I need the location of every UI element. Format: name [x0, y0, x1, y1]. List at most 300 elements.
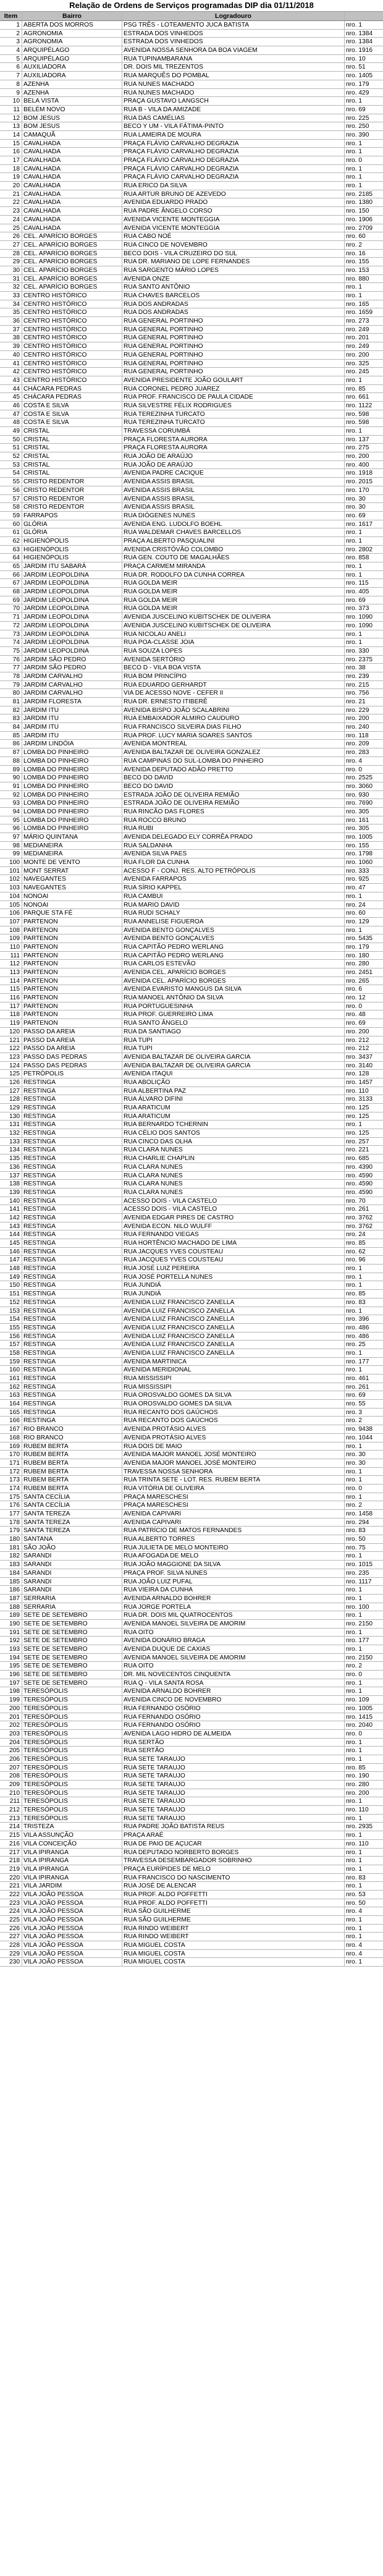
row-item: 30 [0, 266, 22, 274]
table-row [0, 1129, 383, 1138]
row-bairro: CEL. APARÍCIO BORGES [22, 275, 122, 283]
row-item: 41 [0, 360, 22, 368]
row-numero: nro. 3762 [346, 1222, 373, 1230]
row-logradouro: RUA FERNANDO OSÓRIO [122, 1705, 345, 1713]
table-row [0, 1772, 383, 1781]
row-numero: nro. 280 [346, 1781, 369, 1788]
row-numero: nro. 200 [346, 1789, 369, 1797]
row-logradouro: RUA RINCÃO DAS FLORES [122, 808, 345, 816]
row-logradouro: AVENIDA BALTAZAR DE OLIVEIRA GARCIA [122, 1062, 345, 1070]
row-logradouro: PRAÇA ALBERTO PASQUALINI [122, 537, 345, 545]
row-item: 52 [0, 452, 22, 460]
row-numero: nro. 1090 [346, 622, 373, 629]
table-row [0, 1036, 383, 1045]
row-bairro: RESTINGA [22, 1341, 122, 1349]
row-item: 168 [0, 1434, 22, 1442]
row-bairro: SARANDI [22, 1561, 122, 1569]
row-item: 147 [0, 1256, 22, 1264]
table-row [0, 503, 383, 512]
row-bairro: JARDIM LEOPOLDINA [22, 604, 122, 612]
row-item: 215 [0, 1831, 22, 1839]
row-logradouro: AVENIDA ASSIS BRASIL [122, 478, 345, 486]
row-item: 149 [0, 1273, 22, 1281]
row-numero: nro. 486 [346, 1332, 369, 1340]
row-logradouro: RUA DOS ANDRADAS [122, 300, 345, 308]
row-item: 194 [0, 1654, 22, 1662]
row-numero: nro. 0 [346, 1002, 363, 1010]
row-numero: nro. 0 [346, 1485, 363, 1492]
row-bairro: CHÁCARA PEDRAS [22, 393, 122, 401]
row-bairro: RUBEM BERTA [22, 1443, 122, 1451]
row-bairro: RUBEM BERTA [22, 1468, 122, 1476]
row-item: 2 [0, 30, 22, 38]
table-row [0, 757, 383, 766]
row-logradouro: RUA PADRE ÂNGELO CORSO [122, 207, 345, 215]
row-item: 33 [0, 292, 22, 300]
row-bairro: TERESÓPOLIS [22, 1705, 122, 1713]
row-logradouro: RUA ABOLIÇÃO [122, 1078, 345, 1087]
row-logradouro: PRAÇA EURÍPIDES DE MELO [122, 1865, 345, 1873]
table-row [0, 1163, 383, 1172]
row-numero: nro. 925 [346, 876, 369, 883]
row-bairro: LOMBA DO PINHEIRO [22, 816, 122, 824]
row-bairro: PARTENON [22, 985, 122, 993]
table-row [0, 740, 383, 748]
row-bairro: RESTINGA [22, 1281, 122, 1289]
row-logradouro: BECO DO DAVID [122, 774, 345, 782]
row-numero: nro. 257 [346, 1138, 369, 1145]
row-bairro: RESTINGA [22, 1400, 122, 1408]
row-logradouro: RUA FERNANDO VIEGAS [122, 1231, 345, 1239]
row-bairro: PASSO DAS PEDRAS [22, 1053, 122, 1061]
row-bairro: JARDIM LEOPOLDINA [22, 647, 122, 655]
table-row [0, 1468, 383, 1477]
row-logradouro: RUA SETE TARAUJO [122, 1797, 345, 1805]
row-bairro: VILA JOÃO PESSOA [22, 1907, 122, 1915]
row-numero: nro. 215 [346, 681, 369, 688]
row-bairro: RESTINGA [22, 1366, 122, 1374]
row-bairro: CENTRO HISTÓRICO [22, 300, 122, 308]
row-bairro: CENTRO HISTÓRICO [22, 308, 122, 316]
row-item: 229 [0, 1950, 22, 1958]
row-logradouro: RUA CLARA NUNES [122, 1172, 345, 1180]
row-logradouro: RUA CABO NOÉ [122, 232, 345, 240]
row-item: 27 [0, 241, 22, 249]
row-bairro: RESTINGA [22, 1188, 122, 1197]
row-logradouro: RUA CHARLIE CHAPLIN [122, 1155, 345, 1163]
table-row [0, 546, 383, 554]
row-logradouro: RUA SETE TARAUJO [122, 1806, 345, 1814]
row-numero: nro. 1117 [346, 1578, 372, 1585]
row-item: 113 [0, 968, 22, 977]
row-item: 48 [0, 418, 22, 426]
row-bairro: RESTINGA [22, 1146, 122, 1154]
table-row [0, 664, 383, 672]
row-logradouro: AVENIDA EVARISTO MANGUS DA SILVA [122, 985, 345, 993]
row-numero: nro. 1 [346, 571, 363, 578]
row-logradouro: AVENIDA LUIZ FRANCISCO ZANELLA [122, 1332, 345, 1341]
row-bairro: RUBEM BERTA [22, 1476, 122, 1484]
row-bairro: RESTINGA [22, 1391, 122, 1399]
row-numero: nro. 69 [346, 106, 366, 113]
table-row [0, 1654, 383, 1663]
row-bairro: RESTINGA [22, 1155, 122, 1163]
row-logradouro: RUA ARATICUM [122, 1104, 345, 1112]
row-numero: nro. 1 [346, 1629, 363, 1636]
row-item: 108 [0, 926, 22, 934]
orders-table [0, 12, 383, 1967]
row-numero: nro. 1 [346, 1679, 363, 1687]
row-item: 4 [0, 46, 22, 54]
row-logradouro: RUA FERNANDO OSÓRIO [122, 1713, 345, 1721]
row-item: 171 [0, 1459, 22, 1467]
row-logradouro: RUA GENERAL PORTINHO [122, 351, 345, 359]
row-numero: nro. 1 [346, 1468, 363, 1475]
row-bairro: PARTENON [22, 952, 122, 960]
row-item: 139 [0, 1188, 22, 1197]
table-row [0, 1121, 383, 1129]
row-numero: nro. 2 [346, 1417, 363, 1425]
row-item: 132 [0, 1129, 22, 1137]
table-row [0, 1611, 383, 1620]
row-logradouro: AVENIDA BENTO GONÇALVES [122, 934, 345, 943]
table-row [0, 478, 383, 486]
row-numero: nro. 1384 [346, 30, 373, 37]
row-numero: nro. 4 [346, 1950, 363, 1957]
row-numero: nro. 1 [346, 1883, 363, 1890]
row-bairro: VILA IPIRANGA [22, 1849, 122, 1857]
row-logradouro: RUA SETE TARAUJO [122, 1789, 345, 1797]
row-numero: nro. 1 [346, 1553, 363, 1560]
row-item: 189 [0, 1611, 22, 1619]
table-row [0, 97, 383, 106]
row-item: 131 [0, 1121, 22, 1129]
row-item: 116 [0, 994, 22, 1002]
row-numero: nro. 2 [346, 241, 363, 248]
row-bairro: HIGIENÓPOLIS [22, 554, 122, 562]
row-bairro: SETE DE SETEMBRO [22, 1629, 122, 1637]
table-row [0, 1493, 383, 1502]
row-item: 13 [0, 122, 22, 130]
row-logradouro: RUA JACQUES YVES COUSTEAU [122, 1248, 345, 1256]
row-numero: nro. 1 [346, 1849, 363, 1856]
row-bairro: VILA JOÃO PESSOA [22, 1933, 122, 1941]
row-bairro: SETE DE SETEMBRO [22, 1620, 122, 1628]
row-bairro: JARDIM SÃO PEDRO [22, 656, 122, 664]
row-item: 103 [0, 884, 22, 892]
row-logradouro: RUA RUBI [122, 824, 345, 833]
row-logradouro: RUA PORTUGUESINHA [122, 1002, 345, 1010]
row-bairro: SARANDI [22, 1552, 122, 1560]
table-row [0, 714, 383, 723]
row-numero: nro. 1 [346, 165, 363, 172]
row-item: 170 [0, 1451, 22, 1459]
row-logradouro: RUA ÁLVARO DIFINI [122, 1095, 345, 1103]
row-numero: nro. 1 [346, 1366, 363, 1374]
row-item: 61 [0, 528, 22, 536]
row-numero: nro. 2451 [346, 969, 373, 976]
row-numero: nro. 24 [346, 901, 366, 909]
row-item: 143 [0, 1222, 22, 1231]
row-bairro: BELÉM NOVO [22, 106, 122, 114]
row-numero: nro. 1044 [346, 1434, 373, 1441]
row-numero: nro. 200 [346, 453, 369, 460]
row-bairro: GLÓRIA [22, 520, 122, 528]
table-row [0, 410, 383, 419]
row-item: 209 [0, 1781, 22, 1789]
row-numero: nro. 177 [346, 1637, 369, 1645]
row-numero: nro. 405 [346, 588, 369, 596]
row-item: 160 [0, 1366, 22, 1374]
table-row [0, 1941, 383, 1950]
row-item: 127 [0, 1087, 22, 1095]
row-numero: nro. 110 [346, 1840, 369, 1847]
table-row [0, 1891, 383, 1899]
row-numero: nro. 110 [346, 1807, 369, 1814]
table-row [0, 1375, 383, 1383]
row-logradouro: VIA DE ACESSO NOVE - CEFER II [122, 689, 345, 697]
row-bairro: TERESÓPOLIS [22, 1781, 122, 1789]
row-numero: nro. 1 [346, 1739, 363, 1746]
row-logradouro: RUA FERNANDO OSÓRIO [122, 1721, 345, 1729]
row-item: 56 [0, 486, 22, 494]
row-bairro: ARQUIPÉLAGO [22, 46, 122, 54]
row-logradouro: RUA SÃO GUILHERME [122, 1907, 345, 1915]
row-item: 101 [0, 867, 22, 875]
row-item: 67 [0, 579, 22, 587]
row-item: 154 [0, 1315, 22, 1323]
table-row [0, 884, 383, 892]
row-numero: nro. 190 [346, 1773, 369, 1780]
row-bairro: LOMBA DO PINHEIRO [22, 774, 122, 782]
row-item: 120 [0, 1028, 22, 1036]
table-row [0, 867, 383, 876]
row-logradouro: RUA VITÓRIA DE OLIVEIRA [122, 1485, 345, 1493]
row-item: 180 [0, 1535, 22, 1543]
row-bairro: VILA JOÃO PESSOA [22, 1925, 122, 1933]
row-bairro: LOMBA DO PINHEIRO [22, 791, 122, 799]
row-numero: nro. 1 [346, 1747, 363, 1755]
row-item: 151 [0, 1290, 22, 1298]
row-numero: nro. 125 [346, 1112, 369, 1120]
row-bairro: CAVALHADA [22, 182, 122, 190]
row-item: 65 [0, 562, 22, 570]
row-logradouro: RUA MIGUEL COSTA [122, 1950, 345, 1958]
row-bairro: VILA ASSUNÇÃO [22, 1831, 122, 1839]
row-item: 94 [0, 808, 22, 816]
row-bairro: JARDIM CARVALHO [22, 681, 122, 689]
header-numero [345, 12, 383, 20]
row-numero: nro. 70 [346, 1197, 366, 1205]
row-item: 199 [0, 1696, 22, 1704]
row-bairro: VILA IPIRANGA [22, 1874, 122, 1882]
row-bairro: RESTINGA [22, 1315, 122, 1323]
row-item: 208 [0, 1772, 22, 1780]
row-item: 117 [0, 1002, 22, 1010]
row-numero: nro. 280 [346, 960, 369, 968]
row-numero: nro. 1 [346, 1595, 363, 1602]
table-row [0, 791, 383, 800]
table-row [0, 1950, 383, 1959]
table-row [0, 1815, 383, 1823]
row-bairro: RESTINGA [22, 1256, 122, 1264]
row-item: 205 [0, 1747, 22, 1755]
row-logradouro: RUA CLARA NUNES [122, 1146, 345, 1154]
row-numero: nro. 685 [346, 1155, 369, 1163]
row-numero: nro. 1457 [346, 1078, 373, 1086]
row-item: 186 [0, 1586, 22, 1594]
row-numero: nro. 325 [346, 360, 369, 367]
row-item: 181 [0, 1544, 22, 1552]
row-logradouro: RUA JOÃO DE ARAÚJO [122, 461, 345, 469]
row-numero: nro. 85 [346, 1240, 366, 1247]
row-item: 70 [0, 604, 22, 612]
table-row [0, 875, 383, 884]
row-logradouro: AVENIDA ASSIS BRASIL [122, 495, 345, 503]
table-row [0, 308, 383, 317]
row-numero: nro. 0 [346, 157, 363, 164]
table-row [0, 156, 383, 165]
row-numero: nro. 137 [346, 436, 369, 443]
row-logradouro: RUA JOÃO MAGGIONE DA SILVA [122, 1561, 345, 1569]
row-numero: nro. 756 [346, 690, 369, 697]
row-item: 95 [0, 816, 22, 824]
row-bairro: RESTINGA [22, 1358, 122, 1366]
row-numero: nro. 115 [346, 580, 369, 587]
row-item: 59 [0, 512, 22, 520]
row-numero: nro. 200 [346, 351, 369, 358]
row-bairro: VILA CONCEIÇÃO [22, 1840, 122, 1848]
row-numero: nro. 1 [346, 1755, 363, 1763]
table-row [0, 1070, 383, 1078]
row-logradouro: AVENIDA CAPIVARI [122, 1519, 345, 1527]
row-logradouro: AVENIDA MAJOR MANOEL JOSÉ MONTEIRO [122, 1459, 345, 1467]
row-item: 225 [0, 1916, 22, 1924]
row-logradouro: RUA AFOGADA DE MELO [122, 1552, 345, 1560]
row-logradouro: TRAVESSA NOSSA SENHORA [122, 1468, 345, 1476]
row-bairro: LOMBA DO PINHEIRO [22, 766, 122, 774]
row-logradouro: RUA NUNES MACHADO [122, 80, 345, 88]
row-numero: nro. 661 [346, 394, 369, 401]
row-logradouro: RUA SANTO ANTÔNIO [122, 283, 345, 291]
row-numero: nro. 50 [346, 1899, 366, 1907]
row-numero: nro. 1415 [346, 1713, 373, 1721]
row-numero: nro. 1 [346, 630, 363, 638]
row-logradouro: RUA CAMBUI [122, 892, 345, 900]
row-numero: nro. 30 [346, 1459, 366, 1467]
row-numero: nro. 1 [346, 1282, 363, 1289]
row-numero: nro. 1 [346, 1612, 363, 1619]
row-logradouro: ACESSO F - CONJ. RES. ALTO PETRÓPOLIS [122, 867, 345, 875]
table-row [0, 182, 383, 190]
row-numero: nro. 4 [346, 1942, 363, 1949]
row-bairro: CAMAQUÃ [22, 131, 122, 139]
row-numero: nro. 1 [346, 1265, 363, 1273]
row-logradouro: AVENIDA ARNALDO BOHRER [122, 1687, 345, 1695]
row-bairro: RESTINGA [22, 1172, 122, 1180]
row-logradouro: RUA EMBAIXADOR ALMIRO CAUDURO [122, 714, 345, 722]
row-logradouro: RUA SÃO GUILHERME [122, 1916, 345, 1924]
row-logradouro: RUA FRANCISCO SILVEIRA DIAS FILHO [122, 723, 345, 731]
row-bairro: LOMBA DO PINHEIRO [22, 748, 122, 756]
table-row [0, 833, 383, 842]
row-bairro: CAVALHADA [22, 216, 122, 224]
table-row [0, 368, 383, 376]
row-logradouro: RUA GOLDA MEIR [122, 579, 345, 587]
row-item: 222 [0, 1891, 22, 1899]
row-bairro: PASSO DA AREIA [22, 1028, 122, 1036]
table-row [0, 554, 383, 562]
row-logradouro: AVENIDA BALTAZAR DE OLIVEIRA GONZALEZ [122, 748, 345, 756]
table-row [0, 89, 383, 98]
row-item: 25 [0, 224, 22, 232]
row-bairro: CENTRO HISTÓRICO [22, 376, 122, 384]
row-logradouro: RUA LAMEIRA DE MOURA [122, 131, 345, 139]
table-row [0, 613, 383, 622]
row-logradouro: AVENIDA MARTINICA [122, 1358, 345, 1366]
table-row [0, 283, 383, 292]
row-item: 141 [0, 1205, 22, 1213]
row-bairro: RESTINGA [22, 1197, 122, 1205]
row-logradouro: RUA CINCO DAS OLHA [122, 1138, 345, 1146]
row-bairro: CENTRO HISTÓRICO [22, 351, 122, 359]
table-row [0, 232, 383, 241]
row-numero: nro. 109 [346, 1697, 369, 1704]
row-numero: nro. 221 [346, 1146, 369, 1154]
row-bairro: RESTINGA [22, 1324, 122, 1332]
table-row [0, 1307, 383, 1316]
row-logradouro: RUA CORONEL PEDRO JUAREZ [122, 385, 345, 393]
table-row [0, 1527, 383, 1535]
row-bairro: CHÁCARA PEDRAS [22, 385, 122, 393]
row-item: 23 [0, 207, 22, 215]
row-logradouro: BECO DOIS - VILA CRUZEIRO DO SUL [122, 250, 345, 258]
row-logradouro: RUA MARIO DAVID [122, 901, 345, 909]
row-item: 63 [0, 546, 22, 554]
table-row [0, 1671, 383, 1679]
row-logradouro: AVENIDA BALTAZAR DE OLIVEIRA GARCIA [122, 1053, 345, 1061]
row-bairro: SANTA TEREZA [22, 1527, 122, 1535]
table-row [0, 1899, 383, 1908]
table-row [0, 1781, 383, 1789]
row-numero: nro. 200 [346, 1028, 369, 1035]
row-numero: nro. 400 [346, 461, 369, 468]
row-item: 153 [0, 1307, 22, 1315]
row-logradouro: AVENIDA PADRE CACIQUE [122, 469, 345, 477]
row-item: 80 [0, 689, 22, 697]
row-bairro: SETE DE SETEMBRO [22, 1637, 122, 1645]
row-logradouro: RUA ALBERTO TORRES [122, 1535, 345, 1543]
table-row [0, 1806, 383, 1815]
table-row [0, 977, 383, 986]
row-item: 99 [0, 850, 22, 858]
table-row [0, 985, 383, 994]
row-item: 212 [0, 1806, 22, 1814]
row-logradouro: PRAÇA PROF. SILVA NUNES [122, 1569, 345, 1577]
row-logradouro: AVENIDA EDGAR PIRES DE CASTRO [122, 1214, 345, 1222]
row-bairro: SANTANA [22, 1535, 122, 1543]
table-row [0, 1391, 383, 1400]
row-numero: nro. 1 [346, 1917, 363, 1923]
row-numero: nro. 235 [346, 1569, 369, 1577]
row-bairro: VILA JARDIM [22, 1882, 122, 1890]
row-bairro: MÁRIO QUINTANA [22, 833, 122, 841]
table-row [0, 1620, 383, 1629]
row-bairro: TERESÓPOLIS [22, 1730, 122, 1738]
row-numero: nro. 249 [346, 343, 369, 350]
row-bairro: PARTENON [22, 926, 122, 934]
row-logradouro: PRAÇA FLÁVIO CARVALHO DEGRAZIA [122, 173, 345, 181]
